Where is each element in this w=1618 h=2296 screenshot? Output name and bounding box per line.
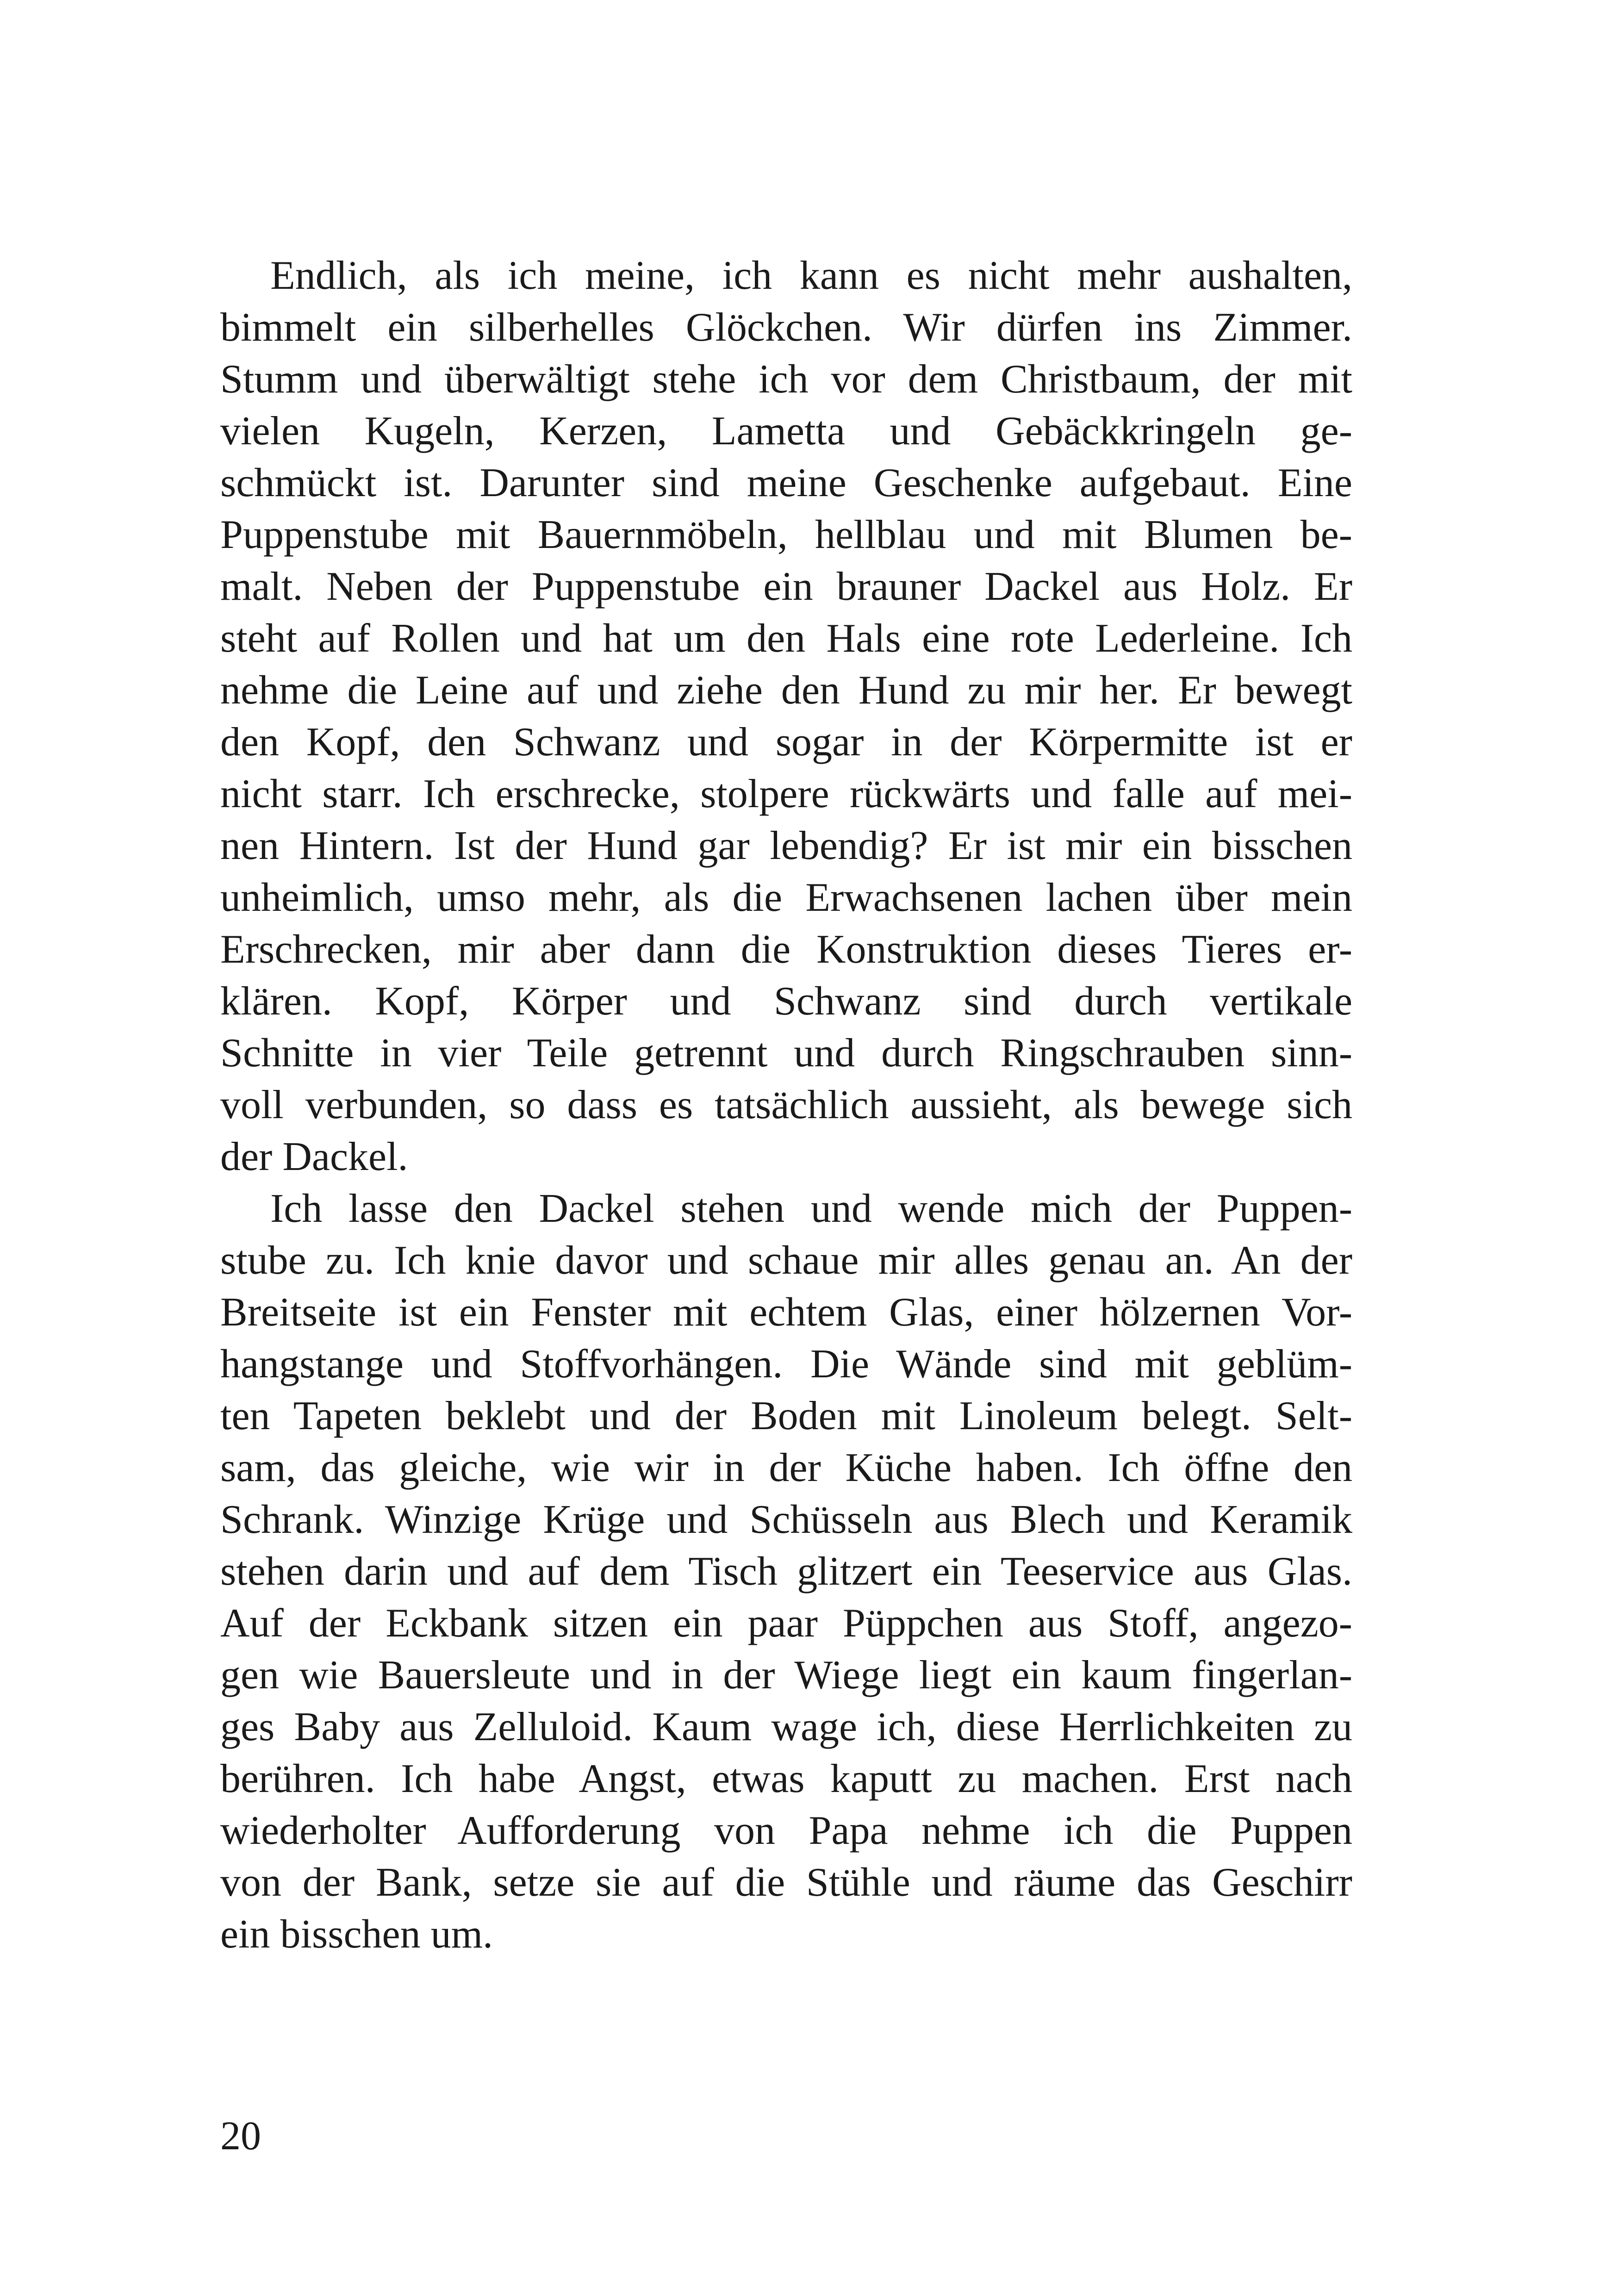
- text-line: stehen darin und auf dem Tisch glitzert ein Teeservice aus Glas.: [220, 1549, 1352, 1594]
- text-line: ein bisschen um.: [220, 1912, 493, 1957]
- text-line: ges Baby aus Zelluloid. Kaum wage ich, diese Herrlichkeiten zu: [220, 1705, 1352, 1749]
- text-line: Schrank. Winzige Krüge und Schüsseln aus Blech und Keramik: [220, 1497, 1352, 1542]
- text-line: bimmelt ein silberhelles Glöckchen. Wir dürfen ins Zimmer.: [220, 305, 1352, 350]
- text-line: stube zu. Ich knie davor und schaue mir alles genau an. An der: [220, 1238, 1352, 1283]
- text-line: ten Tapeten beklebt und der Boden mit Linoleum belegt. Selt-: [220, 1394, 1352, 1438]
- paragraph-1: [220, 250, 1352, 1183]
- text-line: Erschrecken, mir aber dann die Konstruktion dieses Tieres er-: [220, 927, 1352, 972]
- body-text: [220, 250, 1352, 1960]
- text-line: nen Hintern. Ist der Hund gar lebendig? Er ist mir ein bisschen: [220, 823, 1352, 868]
- text-line: Stumm und überwältigt stehe ich vor dem Christbaum, der mit: [220, 357, 1352, 402]
- text-line: Schnitte in vier Teile getrennt und durch Ringschrauben sinn-: [220, 1031, 1352, 1076]
- text-line: Ich lasse den Dackel stehen und wende mich der Puppen-: [270, 1186, 1352, 1231]
- text-line: klären. Kopf, Körper und Schwanz sind durch vertikale: [220, 979, 1352, 1024]
- text-line: nehme die Leine auf und ziehe den Hund zu mir her. Er bewegt: [220, 668, 1352, 713]
- paragraph-2: [220, 1183, 1352, 1960]
- text-line: von der Bank, setze sie auf die Stühle und räume das Geschirr: [220, 1860, 1352, 1905]
- text-line: gen wie Bauersleute und in der Wiege liegt ein kaum fingerlan-: [220, 1653, 1352, 1698]
- text-line: schmückt ist. Darunter sind meine Geschenke aufgebaut. Eine: [220, 460, 1352, 505]
- text-line: voll verbunden, so dass es tatsächlich aussieht, als bewege sich: [220, 1083, 1352, 1127]
- page-number: 20: [220, 2114, 261, 2159]
- text-line: der Dackel.: [220, 1134, 408, 1179]
- text-line: Breitseite ist ein Fenster mit echtem Glas, einer hölzernen Vor-: [220, 1290, 1352, 1335]
- text-line: vielen Kugeln, Kerzen, Lametta und Gebäckkringeln ge-: [220, 409, 1352, 454]
- text-line: Puppenstube mit Bauernmöbeln, hellblau und mit Blumen be-: [220, 512, 1352, 557]
- text-line: sam, das gleiche, wie wir in der Küche haben. Ich öffne den: [220, 1445, 1352, 1490]
- text-line: Auf der Eckbank sitzen ein paar Püppchen aus Stoff, angezo-: [220, 1601, 1352, 1646]
- text-line: wiederholter Aufforderung von Papa nehme ich die Puppen: [220, 1808, 1352, 1853]
- text-line: den Kopf, den Schwanz und sogar in der Körpermitte ist er: [220, 720, 1352, 765]
- text-line: nicht starr. Ich erschrecke, stolpere rückwärts und falle auf mei-: [220, 772, 1352, 816]
- text-line: Endlich, als ich meine, ich kann es nicht mehr aushalten,: [270, 253, 1352, 298]
- text-line: berühren. Ich habe Angst, etwas kaputt zu machen. Erst nach: [220, 1756, 1352, 1801]
- text-line: unheimlich, umso mehr, als die Erwachsenen lachen über mein: [220, 875, 1352, 920]
- text-line: steht auf Rollen und hat um den Hals eine rote Lederleine. Ich: [220, 616, 1352, 661]
- text-line: malt. Neben der Puppenstube ein brauner Dackel aus Holz. Er: [220, 564, 1352, 609]
- text-line: hangstange und Stoffvorhängen. Die Wände sind mit geblüm-: [220, 1342, 1352, 1387]
